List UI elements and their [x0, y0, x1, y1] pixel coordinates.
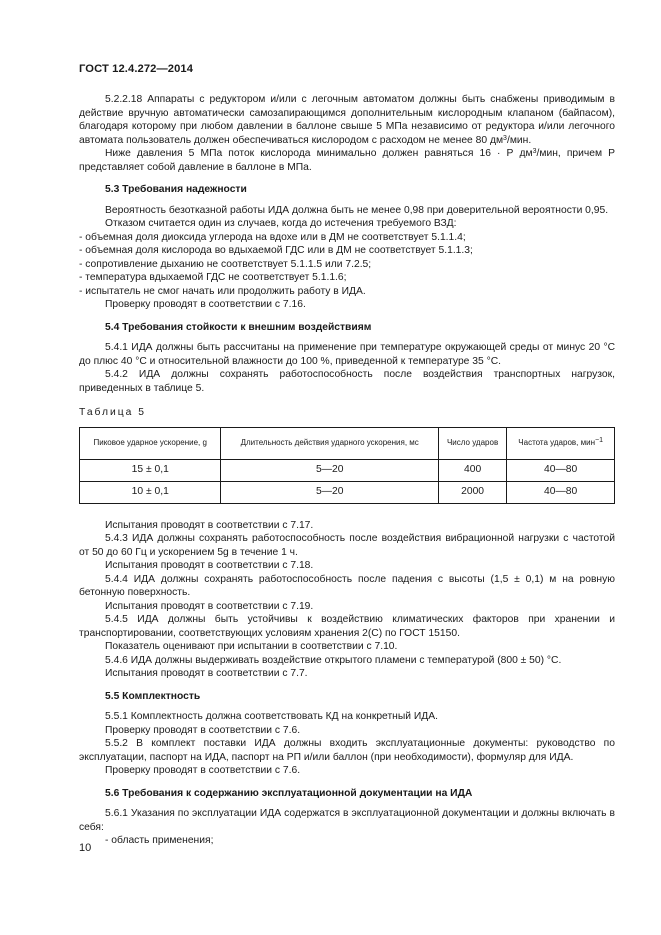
after-table-line: Испытания проводят в соответствии с 7.7. [105, 668, 308, 679]
table-cell: 15 ± 0,1 [80, 459, 221, 481]
s55-line: 5.5.1 Комплектность должна соответствовать КД на конкретный ИДА. [105, 711, 438, 722]
after-table-line: Показатель оценивают при испытании в соответствии с 7.10. [105, 641, 398, 652]
s55-line: Проверку проводят в соответствии с 7.6. [105, 765, 301, 776]
s53-list-item: - испытатель не смог начать или продолжить работу в ИДА. [79, 285, 366, 297]
paragraph-5-4-2: 5.4.2 ИДА должны сохранять работоспособность после воздействия транспортных нагрузок, приведенных в таблице 5. [79, 369, 615, 394]
s56-line: 5.6.1 Указания по эксплуатации ИДА содержатся в эксплуатационной документации и должны включать в себя: [79, 808, 615, 833]
table-caption: Таблица 5 [79, 407, 146, 418]
table-cell: 5—20 [221, 481, 438, 503]
page-number: 10 [79, 842, 92, 854]
table-cell: 400 [438, 459, 506, 481]
table-header-cell: Число ударов [438, 427, 506, 459]
s53-list-item: - объемная доля кислорода во вдыхаемой ГДС или в ДМ не соответствует 5.1.1.3; [79, 245, 473, 256]
table-header-cell: Пиковое ударное ускорение, g [80, 427, 221, 459]
after-table-line: 5.4.4 ИДА должны сохранять работоспособность после падения с высоты (1,5 ± 0,1) м на ровную бетонную поверхность. [79, 573, 615, 598]
paragraph-5-2-2-18: 5.2.2.18 Аппараты с редуктором и/или с легочным автоматом должны быть снабжены приводимым в действие вручную автоматически самозапирающимся дополнительным кислородным клапаном (байпасом), благодаря которому при любом давлении в баллоне свыше 5 МПа независимо от редуктора и/или легочного автомата пользователь должен обеспечиваться кислородом с расходом не менее 80 $дм^3$/мин. [79, 94, 615, 146]
s56-line: - область применения; [105, 835, 214, 846]
document-body [79, 93, 615, 848]
s53-list-item: - температура вдыхаемой ГДС не соответствует 5.1.1.6; [79, 272, 347, 283]
s53-list-item: - сопротивление дыханию не соответствует 5.1.1.5 или 7.2.5; [79, 258, 372, 270]
table-header-cell: Частота ударов, мин$^{-1}$ [507, 427, 615, 459]
s53-line: Вероятность безотказной работы ИДА должна быть не менее 0,98 при доверительной вероятности 0,95. [105, 204, 609, 216]
s53-line: Отказом считается один из случаев, когда до истечения требуемого ВЗД: [105, 218, 457, 229]
table-cell: 2000 [438, 481, 506, 503]
after-table-line: 5.4.3 ИДА должны сохранять работоспособность после воздействия вибрационной нагрузки с частотой от 50 до 60 Гц и ускорением 5g в течение 1 ч. [79, 533, 615, 558]
s55-line: 5.5.2 В комплект поставки ИДА должны входить эксплуатационные документы: руководство по эксплуатации, паспорт на ИДА, паспорт на РП и/или баллон (при необходимости), формуляр для ИДА. [79, 738, 615, 763]
table-row [80, 481, 615, 503]
s55-line: Проверку проводят в соответствии с 7.6. [105, 724, 301, 736]
after-table-line: Испытания проводят в соответствии с 7.18. [105, 560, 314, 571]
after-table-line: 5.4.5 ИДА должны быть устойчивы к воздействию климатических факторов при хранении и транспортировании, соответствующих условиям хранения 2(С) по ГОСТ 15150. [79, 614, 615, 639]
table-cell: 40—80 [507, 481, 615, 503]
section-5-4-title: 5.4 Требования стойкости к внешним воздействиям [105, 321, 372, 333]
table-cell: 40—80 [507, 459, 615, 481]
after-table-line: 5.4.6 ИДА должны выдерживать воздействие открытого пламени с температурой (800 ± 50) °С. [105, 654, 562, 666]
after-table-line: Испытания проводят в соответствии с 7.17. [105, 519, 314, 531]
section-5-3-title: 5.3 Требования надежности [105, 184, 247, 195]
table-cell: 5—20 [221, 459, 438, 481]
document-header: ГОСТ 12.4.272—2014 [79, 63, 194, 75]
paragraph-5-4-1: 5.4.1 ИДА должны быть рассчитаны на применение при температуре окружающей среды от минус 20 °С до плюс 40 °С и относительной влажности до 100 %, приведенной к температуре 35 °С. [79, 342, 615, 367]
section-5-5-title: 5.5 Комплектность [105, 690, 201, 702]
s53-line: Проверку проводят в соответствии с 7.16. [105, 299, 306, 310]
section-5-6-title: 5.6 Требования к содержанию эксплуатационной документации на ИДА [105, 787, 473, 799]
table-5 [79, 427, 615, 504]
table-cell: 10 ± 0,1 [80, 481, 221, 503]
s53-list-item: - объемная доля диоксида углерода на вдохе или в ДМ не соответствует 5.1.1.4; [79, 231, 466, 243]
paragraph-oxygen-flow: Ниже давления 5 МПа поток кислорода минимально должен равняться 16 · Р $дм^3$/мин, причем Р представляет собой давление в баллоне в МПа. [79, 148, 615, 173]
table-row [80, 459, 615, 481]
table-header-cell: Длительность действия ударного ускорения, мс [221, 427, 438, 459]
after-table-line: Испытания проводят в соответствии с 7.19. [105, 600, 314, 612]
